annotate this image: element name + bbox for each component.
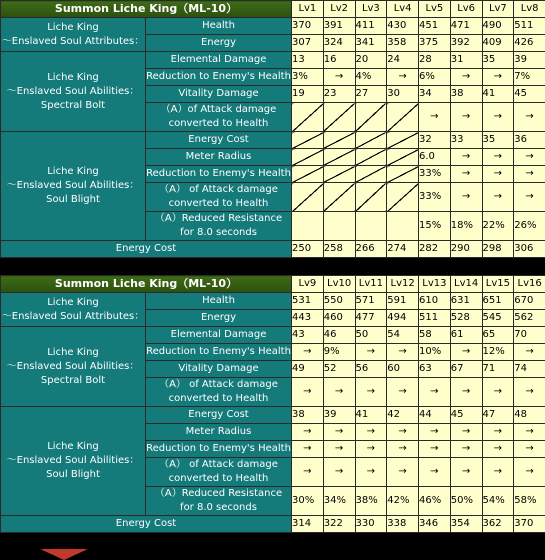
level-header: Lv11	[355, 276, 387, 293]
value-cell: →	[514, 166, 545, 183]
row-label-energy: Energy	[146, 35, 292, 52]
not-available-cell	[387, 103, 419, 132]
group-attr-label	[1, 18, 146, 52]
row-label-energy_cost_blight: Energy Cost	[146, 407, 292, 424]
level-header: Lv15	[482, 276, 514, 293]
value-cell: 12%	[482, 344, 514, 361]
row-label-energy-cost: Energy Cost	[1, 516, 292, 533]
value-cell: 354	[450, 516, 482, 533]
label-line: Liche King	[47, 166, 99, 177]
label-line: Liche King	[47, 21, 99, 33]
value-cell: 54	[387, 327, 419, 344]
value-cell: →	[292, 458, 324, 487]
scroll-down-arrow-icon[interactable]	[40, 549, 88, 560]
value-cell: 4%	[355, 69, 387, 86]
value-cell: 307	[292, 35, 324, 52]
value-cell: 50%	[450, 487, 482, 516]
value-cell: 571	[355, 293, 387, 310]
label-line: Liche King	[47, 71, 99, 83]
row-label-energy: Energy	[146, 310, 292, 327]
value-cell: →	[292, 344, 324, 361]
value-cell: 63	[419, 361, 451, 378]
not-available-cell	[355, 132, 387, 149]
value-cell: 16	[323, 52, 355, 69]
value-cell: →	[387, 378, 419, 407]
label-line: （A） of Attack damage	[159, 459, 278, 470]
row-label-conv_bolt	[146, 378, 292, 407]
value-cell: 511	[419, 310, 451, 327]
value-cell: 70	[514, 327, 545, 344]
value-cell: 38	[450, 86, 482, 103]
value-cell: →	[355, 458, 387, 487]
value-cell: 23	[323, 86, 355, 103]
not-available-cell	[387, 166, 419, 183]
row-label-energy_cost_blight: Energy Cost	[146, 132, 292, 149]
value-cell: →	[292, 424, 324, 441]
value-cell: 33%	[419, 166, 451, 183]
value-cell: 33	[450, 132, 482, 149]
row-label-health: Health	[146, 18, 292, 35]
value-cell: 3%	[292, 69, 324, 86]
value-cell: 409	[482, 35, 514, 52]
value-cell: 430	[387, 18, 419, 35]
value-cell: 9%	[323, 344, 355, 361]
value-cell: →	[482, 441, 514, 458]
level-header: Lv4	[387, 1, 419, 18]
value-cell: 494	[387, 310, 419, 327]
value-cell: 39	[323, 407, 355, 424]
row-label-elem: Elemental Damage	[146, 327, 292, 344]
value-cell: 362	[482, 516, 514, 533]
row-label-conv_blight	[146, 458, 292, 487]
value-cell: 370	[514, 516, 545, 533]
level-header: Lv8	[514, 1, 545, 18]
value-cell: 31	[450, 52, 482, 69]
value-cell: →	[514, 149, 545, 166]
value-cell: 71	[482, 361, 514, 378]
label-line: Liche King	[47, 346, 99, 358]
value-cell: →	[387, 458, 419, 487]
not-available-cell	[323, 132, 355, 149]
value-cell: 39	[514, 52, 545, 69]
value-cell: →	[323, 69, 355, 86]
value-cell: →	[514, 103, 545, 132]
value-cell: 45	[514, 86, 545, 103]
value-cell: 651	[482, 293, 514, 310]
value-cell: 34%	[323, 487, 355, 516]
value-cell: 42	[387, 407, 419, 424]
value-cell: 28	[419, 52, 451, 69]
value-cell: 562	[514, 310, 545, 327]
value-cell: 460	[323, 310, 355, 327]
not-available-cell	[355, 103, 387, 132]
label-line: converted to Health	[168, 118, 269, 129]
not-available-cell	[387, 132, 419, 149]
value-cell: →	[482, 183, 514, 212]
value-cell: 67	[450, 361, 482, 378]
value-cell: 322	[323, 516, 355, 533]
value-cell: 52	[323, 361, 355, 378]
value-cell: →	[355, 424, 387, 441]
value-cell: 631	[450, 293, 482, 310]
value-cell: 15%	[419, 212, 451, 241]
value-cell: 290	[450, 241, 482, 258]
value-cell	[355, 212, 387, 241]
value-cell: 375	[419, 35, 451, 52]
not-available-cell	[387, 183, 419, 212]
value-cell: 511	[514, 18, 545, 35]
value-cell: 61	[450, 327, 482, 344]
not-available-cell	[292, 132, 324, 149]
value-cell: 41	[482, 86, 514, 103]
value-cell: 19	[292, 86, 324, 103]
value-cell: →	[323, 424, 355, 441]
value-cell: 258	[323, 241, 355, 258]
label-line: （A）Reduced Resistance	[154, 213, 283, 224]
value-cell: →	[419, 424, 451, 441]
value-cell: 30	[387, 86, 419, 103]
label-line: for 8.0 seconds	[180, 227, 257, 238]
not-available-cell	[323, 183, 355, 212]
value-cell: 545	[482, 310, 514, 327]
value-cell: 274	[387, 241, 419, 258]
value-cell: →	[514, 424, 545, 441]
value-cell: →	[450, 149, 482, 166]
not-available-cell	[292, 103, 324, 132]
value-cell: →	[482, 424, 514, 441]
value-cell: 13	[292, 52, 324, 69]
value-cell: 6.0	[419, 149, 451, 166]
value-cell: →	[450, 183, 482, 212]
value-cell: 338	[387, 516, 419, 533]
label-line: （A）of Attack damage	[160, 104, 277, 115]
value-cell: →	[514, 183, 545, 212]
value-cell: 44	[419, 407, 451, 424]
value-cell: 46	[323, 327, 355, 344]
value-cell: →	[482, 166, 514, 183]
level-header: Lv6	[450, 1, 482, 18]
row-label-meter: Meter Radius	[146, 424, 292, 441]
value-cell: 50	[355, 327, 387, 344]
label-line: （A） of Attack damage	[159, 379, 278, 390]
value-cell: 38%	[355, 487, 387, 516]
row-label-vitality: Vitality Damage	[146, 361, 292, 378]
value-cell: 330	[355, 516, 387, 533]
value-cell: 282	[419, 241, 451, 258]
group-blight-label	[1, 132, 146, 241]
row-label-health: Health	[146, 293, 292, 310]
value-cell: →	[450, 378, 482, 407]
value-cell: →	[514, 441, 545, 458]
value-cell: →	[419, 378, 451, 407]
row-label-resist	[146, 487, 292, 516]
label-line: Liche King	[47, 296, 99, 308]
value-cell	[292, 212, 324, 241]
value-cell: →	[355, 378, 387, 407]
level-header: Lv12	[387, 276, 419, 293]
value-cell: 24	[387, 52, 419, 69]
row-label-conv_bolt	[146, 103, 292, 132]
value-cell: 6%	[419, 69, 451, 86]
level-header: Lv7	[482, 1, 514, 18]
value-cell: 32	[419, 132, 451, 149]
label-line: converted to Health	[168, 393, 269, 404]
level-header: Lv10	[323, 276, 355, 293]
level-header: Lv9	[292, 276, 324, 293]
label-line: （A）Reduced Resistance	[154, 488, 283, 499]
value-cell: →	[419, 458, 451, 487]
value-cell: 528	[450, 310, 482, 327]
label-line: 〜Enslaved Soul Abilities：	[6, 360, 140, 372]
label-line: 〜Enslaved Soul Attributes：	[1, 310, 145, 322]
value-cell: →	[387, 424, 419, 441]
label-line: converted to Health	[168, 473, 269, 484]
level-header: Lv16	[514, 276, 545, 293]
level-header: Lv2	[323, 1, 355, 18]
label-line: Soul Blight	[46, 194, 100, 205]
value-cell: 550	[323, 293, 355, 310]
value-cell: →	[419, 441, 451, 458]
value-cell: →	[482, 149, 514, 166]
group-blight-label	[1, 407, 146, 516]
group-attr-label	[1, 293, 146, 327]
value-cell: 41	[355, 407, 387, 424]
row-label-energy-cost: Energy Cost	[1, 241, 292, 258]
value-cell: 46%	[419, 487, 451, 516]
row-label-elem: Elemental Damage	[146, 52, 292, 69]
label-line: 〜Enslaved Soul Abilities：	[6, 180, 140, 191]
value-cell: 42%	[387, 487, 419, 516]
value-cell: →	[323, 378, 355, 407]
value-cell: 370	[292, 18, 324, 35]
row-label-reduce_bolt: Reduction to Enemy's Health	[146, 344, 292, 361]
not-available-cell	[323, 103, 355, 132]
value-cell: →	[450, 166, 482, 183]
not-available-cell	[292, 183, 324, 212]
label-line: converted to Health	[168, 198, 269, 209]
skill-table-lv1-8	[0, 0, 545, 258]
value-cell: 43	[292, 327, 324, 344]
value-cell: →	[450, 458, 482, 487]
value-cell: →	[387, 441, 419, 458]
value-cell: 34	[419, 86, 451, 103]
row-label-vitality: Vitality Damage	[146, 86, 292, 103]
value-cell: 471	[450, 18, 482, 35]
level-header: Lv13	[419, 276, 451, 293]
value-cell: 314	[292, 516, 324, 533]
value-cell: 58	[419, 327, 451, 344]
value-cell: →	[419, 103, 451, 132]
value-cell: →	[323, 441, 355, 458]
value-cell: 49	[292, 361, 324, 378]
value-cell: 48	[514, 407, 545, 424]
value-cell: 341	[355, 35, 387, 52]
value-cell: 411	[355, 18, 387, 35]
value-cell: 477	[355, 310, 387, 327]
table-title: Summon Liche King（ML-10）	[1, 1, 292, 18]
level-header: Lv1	[292, 1, 324, 18]
value-cell: 324	[323, 35, 355, 52]
value-cell: 58%	[514, 487, 545, 516]
value-cell: 670	[514, 293, 545, 310]
value-cell: →	[355, 441, 387, 458]
value-cell: 443	[292, 310, 324, 327]
label-line: Spectral Bolt	[40, 374, 106, 386]
table-title: Summon Liche King（ML-10）	[1, 276, 292, 293]
value-cell: 30%	[292, 487, 324, 516]
row-label-reduce_bolt: Reduction to Enemy's Health	[146, 69, 292, 86]
value-cell	[387, 212, 419, 241]
value-cell: 74	[514, 361, 545, 378]
value-cell: →	[514, 378, 545, 407]
not-available-cell	[292, 166, 324, 183]
not-available-cell	[355, 166, 387, 183]
not-available-cell	[355, 183, 387, 212]
value-cell: 38	[292, 407, 324, 424]
skill-table-lv9-16	[0, 275, 545, 533]
level-header: Lv3	[355, 1, 387, 18]
value-cell: 60	[387, 361, 419, 378]
label-line: Spectral Bolt	[40, 99, 106, 111]
value-cell: 7%	[514, 69, 545, 86]
level-header: Lv5	[419, 1, 451, 18]
not-available-cell	[387, 149, 419, 166]
value-cell: 298	[482, 241, 514, 258]
value-cell: 47	[482, 407, 514, 424]
value-cell: 20	[355, 52, 387, 69]
label-line: 〜Enslaved Soul Abilities：	[6, 455, 140, 466]
not-available-cell	[323, 149, 355, 166]
value-cell: →	[355, 344, 387, 361]
row-label-reduce_blight: Reduction to Enemy's Health	[146, 441, 292, 458]
label-line: 〜Enslaved Soul Attributes：	[1, 35, 145, 47]
value-cell: 10%	[419, 344, 451, 361]
value-cell: 346	[419, 516, 451, 533]
value-cell: →	[482, 458, 514, 487]
label-line: Soul Blight	[46, 469, 100, 480]
value-cell: 26%	[514, 212, 545, 241]
value-cell: 36	[514, 132, 545, 149]
row-label-resist	[146, 212, 292, 241]
value-cell: 266	[355, 241, 387, 258]
value-cell: 33%	[419, 183, 451, 212]
value-cell: →	[482, 103, 514, 132]
value-cell: 22%	[482, 212, 514, 241]
value-cell: →	[482, 69, 514, 86]
value-cell: →	[292, 378, 324, 407]
value-cell: →	[387, 69, 419, 86]
value-cell: →	[450, 344, 482, 361]
value-cell: 250	[292, 241, 324, 258]
value-cell: 56	[355, 361, 387, 378]
row-label-reduce_blight: Reduction to Enemy's Health	[146, 166, 292, 183]
value-cell: 610	[419, 293, 451, 310]
value-cell: 35	[482, 52, 514, 69]
value-cell: →	[450, 424, 482, 441]
value-cell: →	[323, 458, 355, 487]
label-line: 〜Enslaved Soul Abilities：	[6, 85, 140, 97]
row-label-conv_blight	[146, 183, 292, 212]
value-cell: 45	[450, 407, 482, 424]
value-cell: 358	[387, 35, 419, 52]
value-cell: 18%	[450, 212, 482, 241]
value-cell: 426	[514, 35, 545, 52]
value-cell	[323, 212, 355, 241]
group-bolt-label	[1, 52, 146, 132]
value-cell: →	[387, 344, 419, 361]
level-header: Lv14	[450, 276, 482, 293]
row-label-meter: Meter Radius	[146, 149, 292, 166]
group-bolt-label	[1, 327, 146, 407]
value-cell: 391	[323, 18, 355, 35]
value-cell: →	[514, 344, 545, 361]
value-cell: →	[450, 69, 482, 86]
value-cell: →	[514, 458, 545, 487]
value-cell: →	[450, 441, 482, 458]
value-cell: 65	[482, 327, 514, 344]
value-cell: →	[450, 103, 482, 132]
value-cell: 27	[355, 86, 387, 103]
value-cell: 490	[482, 18, 514, 35]
not-available-cell	[323, 166, 355, 183]
value-cell: 591	[387, 293, 419, 310]
value-cell: 54%	[482, 487, 514, 516]
value-cell: 531	[292, 293, 324, 310]
value-cell: →	[292, 441, 324, 458]
not-available-cell	[355, 149, 387, 166]
not-available-cell	[292, 149, 324, 166]
label-line: for 8.0 seconds	[180, 502, 257, 513]
label-line: （A） of Attack damage	[159, 184, 278, 195]
value-cell: →	[482, 378, 514, 407]
value-cell: 306	[514, 241, 545, 258]
value-cell: 392	[450, 35, 482, 52]
value-cell: 451	[419, 18, 451, 35]
value-cell: 35	[482, 132, 514, 149]
label-line: Liche King	[47, 441, 99, 452]
